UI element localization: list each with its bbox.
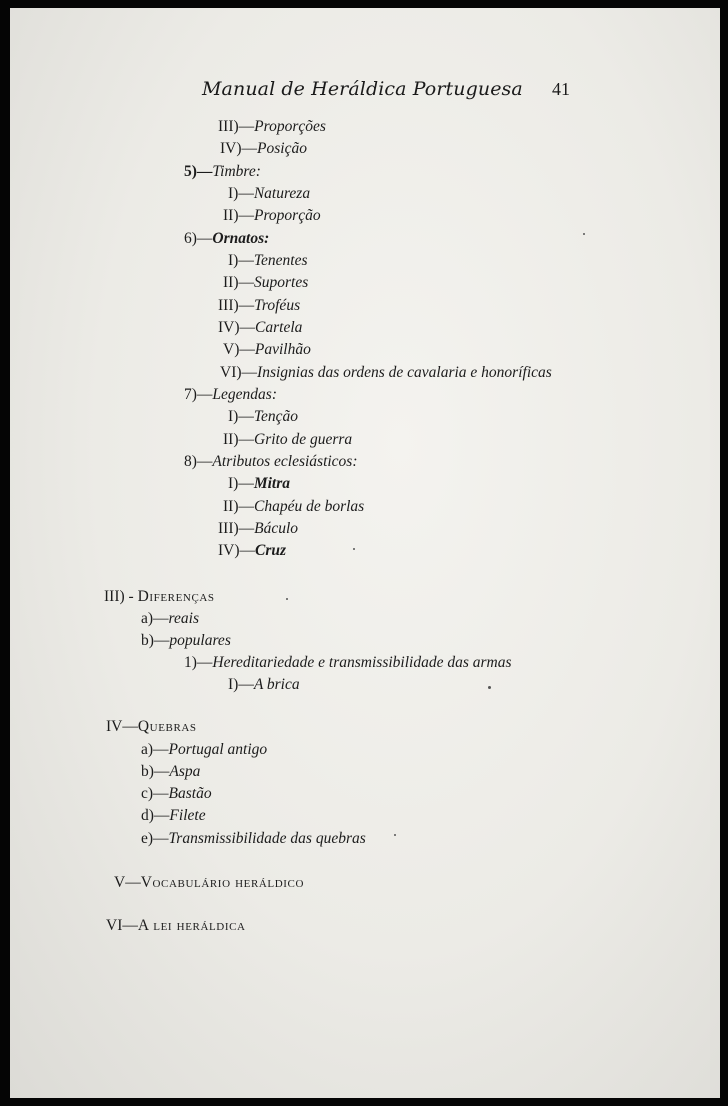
item-text: Quebras <box>137 718 197 735</box>
item-text: Tenentes <box>253 252 308 269</box>
item-text: Suportes <box>254 274 309 291</box>
outline-item <box>218 118 326 136</box>
scan-speck <box>394 834 396 836</box>
item-text: Báculo <box>254 520 299 537</box>
outline-item <box>218 297 300 315</box>
item-label: I)— <box>228 676 254 693</box>
item-label: III)— <box>218 520 255 537</box>
outline-item <box>141 741 267 759</box>
item-label: 1)— <box>184 654 213 671</box>
item-label: b)— <box>141 763 170 780</box>
item-text: Atributos eclesiásticos: <box>212 453 358 470</box>
outline-item <box>228 475 290 493</box>
item-text: Mitra <box>253 475 291 492</box>
outline-item <box>184 163 261 181</box>
item-label: VI— <box>106 917 138 934</box>
item-text: A lei heráldica <box>137 917 246 934</box>
item-label: II)— <box>223 498 254 515</box>
item-text: A brica <box>253 676 300 693</box>
item-label: b)— <box>141 632 170 649</box>
item-label: III)— <box>218 118 255 135</box>
item-label: 6)— <box>184 230 213 247</box>
item-label: 5)— <box>184 163 213 180</box>
item-text: Legendas: <box>212 386 277 403</box>
outline-item <box>220 140 307 158</box>
outline-item <box>141 785 212 803</box>
item-text: Vocabulário heráldico <box>140 874 305 891</box>
page-header <box>10 78 720 108</box>
outline-item <box>218 542 286 560</box>
item-label: II)— <box>223 207 254 224</box>
item-label: V)— <box>223 341 255 358</box>
item-label: a)— <box>141 741 169 758</box>
item-label: e)— <box>141 830 169 847</box>
item-label: III)— <box>218 297 255 314</box>
item-label: VI)— <box>220 364 258 381</box>
item-text: Proporções <box>254 118 326 135</box>
section-heading <box>104 588 215 606</box>
item-label: II)— <box>223 274 254 291</box>
item-label: I)— <box>228 475 254 492</box>
outline-item <box>228 185 310 203</box>
item-text: Proporção <box>254 207 321 224</box>
item-text: Transmissibilidade das quebras <box>168 830 366 847</box>
item-text: Troféus <box>254 297 301 314</box>
outline-item <box>223 498 364 516</box>
item-text: Bastão <box>168 785 212 802</box>
item-label: I)— <box>228 252 254 269</box>
outline-item <box>223 341 311 359</box>
page-number: 41 <box>552 79 570 99</box>
item-label: IV)— <box>218 319 256 336</box>
outline-item <box>141 807 206 825</box>
item-text: Hereditariedade e transmissibilidade das armas <box>212 654 512 671</box>
outline-item <box>184 230 269 248</box>
item-label: 7)— <box>184 386 213 403</box>
item-text: populares <box>169 632 231 649</box>
item-text: Diferenças <box>137 588 215 605</box>
scan-speck <box>353 548 355 550</box>
outline-item <box>228 408 298 426</box>
section-heading <box>106 917 246 935</box>
item-label: 8)— <box>184 453 213 470</box>
item-label: IV— <box>106 718 138 735</box>
item-text: Ornatos: <box>212 230 270 247</box>
item-text: Portugal antigo <box>168 741 268 758</box>
item-text: Cartela <box>255 319 303 336</box>
item-text: Pavilhão <box>254 341 311 358</box>
outline-item <box>184 453 358 471</box>
item-label: a)— <box>141 610 169 627</box>
running-title: Manual de Heráldica Portuguesa <box>202 78 523 100</box>
item-text: Posição <box>257 140 307 157</box>
outline-item <box>184 654 512 672</box>
item-label: IV)— <box>220 140 258 157</box>
outline-item <box>141 830 366 848</box>
item-text: Aspa <box>169 763 201 780</box>
item-text: Timbre: <box>212 163 261 180</box>
outline-item <box>223 207 321 225</box>
outline-item <box>223 431 352 449</box>
outline-item <box>218 520 298 538</box>
item-text: reais <box>168 610 199 627</box>
item-label: III) - <box>104 588 138 605</box>
section-heading <box>106 718 197 736</box>
item-label: IV)— <box>218 542 256 559</box>
item-label: II)— <box>223 431 254 448</box>
item-label: V— <box>114 874 141 891</box>
item-text: Chapéu de borlas <box>254 498 365 515</box>
outline-item <box>228 252 308 270</box>
outline-item <box>218 319 302 337</box>
item-text: Tenção <box>253 408 299 425</box>
outline-item <box>228 676 300 694</box>
item-label: d)— <box>141 807 170 824</box>
section-heading <box>114 874 304 892</box>
item-text: Cruz <box>255 542 287 559</box>
book-page <box>10 8 720 1098</box>
outline-item <box>184 386 277 404</box>
outline-item <box>141 632 231 650</box>
item-text: Filete <box>169 807 206 824</box>
outline-item <box>141 763 200 781</box>
item-text: Grito de guerra <box>254 431 353 448</box>
outline-item <box>223 274 308 292</box>
item-label: c)— <box>141 785 169 802</box>
outline-item <box>220 364 552 382</box>
scan-speck <box>488 686 491 689</box>
scan-speck <box>583 233 585 235</box>
outline-item <box>141 610 199 628</box>
item-text: Natureza <box>253 185 311 202</box>
scan-speck <box>286 598 288 600</box>
item-text: Insignias das ordens de cavalaria e honoríficas <box>257 364 552 381</box>
item-label: I)— <box>228 408 254 425</box>
item-label: I)— <box>228 185 254 202</box>
